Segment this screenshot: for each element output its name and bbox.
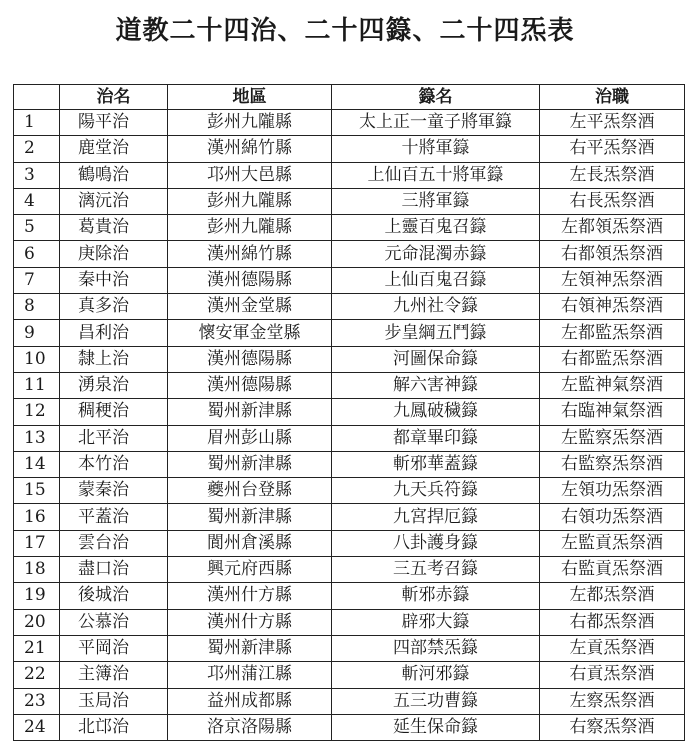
- office-cell: 右都領炁祭酒: [540, 241, 685, 267]
- table-row: [14, 267, 685, 293]
- region-cell: 漢州德陽縣: [168, 372, 332, 398]
- region-cell: 漢州綿竹縣: [168, 136, 332, 162]
- table-row: [14, 530, 685, 556]
- table-row: [14, 162, 685, 188]
- region-cell: 蜀州新津縣: [168, 399, 332, 425]
- parish-name-cell: 稠稉治: [60, 399, 168, 425]
- parish-name-cell: 秦中治: [60, 267, 168, 293]
- row-number-cell: 23: [14, 688, 60, 714]
- table-row: [14, 609, 685, 635]
- header-number: [14, 85, 60, 110]
- table-header: [14, 85, 685, 110]
- register-name-cell: 太上正一童子將軍籙: [332, 110, 540, 136]
- header-region: 地區: [168, 85, 332, 110]
- parish-name-cell: 鹿堂治: [60, 136, 168, 162]
- row-number-cell: 8: [14, 294, 60, 320]
- table-row: [14, 557, 685, 583]
- parish-name-cell: 北平治: [60, 425, 168, 451]
- parish-name-cell: 漓沅治: [60, 188, 168, 214]
- row-number-cell: 7: [14, 267, 60, 293]
- region-cell: 閬州倉溪縣: [168, 530, 332, 556]
- parish-name-cell: 平岡治: [60, 635, 168, 661]
- table-row: [14, 504, 685, 530]
- region-cell: 夔州台登縣: [168, 478, 332, 504]
- parish-name-cell: 昌利治: [60, 320, 168, 346]
- table-row: [14, 294, 685, 320]
- parish-name-cell: 本竹治: [60, 451, 168, 477]
- register-name-cell: 河圖保命籙: [332, 346, 540, 372]
- register-name-cell: 斬邪華蓋籙: [332, 451, 540, 477]
- register-name-cell: 上靈百鬼召籙: [332, 215, 540, 241]
- parish-name-cell: 蒙秦治: [60, 478, 168, 504]
- register-name-cell: 上仙百五十將軍籙: [332, 162, 540, 188]
- parish-name-cell: 真多治: [60, 294, 168, 320]
- parish-name-cell: 後城治: [60, 583, 168, 609]
- office-cell: 左長炁祭酒: [540, 162, 685, 188]
- table-row: [14, 372, 685, 398]
- row-number-cell: 2: [14, 136, 60, 162]
- office-cell: 右領神炁祭酒: [540, 294, 685, 320]
- region-cell: 興元府西縣: [168, 557, 332, 583]
- office-cell: 右長炁祭酒: [540, 188, 685, 214]
- region-cell: 漢州什方縣: [168, 583, 332, 609]
- row-number-cell: 20: [14, 609, 60, 635]
- row-number-cell: 4: [14, 188, 60, 214]
- table-row: [14, 425, 685, 451]
- office-cell: 右貢炁祭酒: [540, 662, 685, 688]
- row-number-cell: 5: [14, 215, 60, 241]
- table-row: [14, 635, 685, 661]
- register-name-cell: 上仙百鬼召籙: [332, 267, 540, 293]
- region-cell: 蜀州新津縣: [168, 504, 332, 530]
- table-row: [14, 136, 685, 162]
- office-cell: 右都監炁祭酒: [540, 346, 685, 372]
- office-cell: 左監察炁祭酒: [540, 425, 685, 451]
- office-cell: 左都監炁祭酒: [540, 320, 685, 346]
- data-table: [13, 84, 685, 741]
- parish-name-cell: 盡口治: [60, 557, 168, 583]
- register-name-cell: 三將軍籙: [332, 188, 540, 214]
- document-title: 道教二十四治、二十四籙、二十四炁表: [115, 16, 575, 46]
- table-row: [14, 688, 685, 714]
- row-number-cell: 17: [14, 530, 60, 556]
- table-row: [14, 110, 685, 136]
- region-cell: 漢州金堂縣: [168, 294, 332, 320]
- register-name-cell: 九天兵符籙: [332, 478, 540, 504]
- office-cell: 左察炁祭酒: [540, 688, 685, 714]
- region-cell: 蜀州新津縣: [168, 635, 332, 661]
- parish-name-cell: 公慕治: [60, 609, 168, 635]
- region-cell: 懷安軍金堂縣: [168, 320, 332, 346]
- office-cell: 右察炁祭酒: [540, 714, 685, 740]
- register-name-cell: 元命混濁赤籙: [332, 241, 540, 267]
- parish-name-cell: 主簿治: [60, 662, 168, 688]
- parish-name-cell: 玉局治: [60, 688, 168, 714]
- row-number-cell: 12: [14, 399, 60, 425]
- row-number-cell: 13: [14, 425, 60, 451]
- region-cell: 眉州彭山縣: [168, 425, 332, 451]
- register-name-cell: 五三功曹籙: [332, 688, 540, 714]
- office-cell: 左監神氣祭酒: [540, 372, 685, 398]
- row-number-cell: 1: [14, 110, 60, 136]
- parish-name-cell: 陽平治: [60, 110, 168, 136]
- register-name-cell: 辟邪大籙: [332, 609, 540, 635]
- region-cell: 蜀州新津縣: [168, 451, 332, 477]
- table-row: [14, 583, 685, 609]
- register-name-cell: 斬邪赤籙: [332, 583, 540, 609]
- register-name-cell: 九鳳破穢籙: [332, 399, 540, 425]
- register-name-cell: 八卦護身籙: [332, 530, 540, 556]
- row-number-cell: 15: [14, 478, 60, 504]
- row-number-cell: 24: [14, 714, 60, 740]
- region-cell: 邛州大邑縣: [168, 162, 332, 188]
- header-register-name: 籙名: [332, 85, 540, 110]
- header-parish-name: 治名: [60, 85, 168, 110]
- row-number-cell: 9: [14, 320, 60, 346]
- office-cell: 右臨神氣祭酒: [540, 399, 685, 425]
- office-cell: 右監察炁祭酒: [540, 451, 685, 477]
- parish-name-cell: 隸上治: [60, 346, 168, 372]
- table-row: [14, 451, 685, 477]
- row-number-cell: 22: [14, 662, 60, 688]
- header-office: 治職: [540, 85, 685, 110]
- office-cell: 左貢炁祭酒: [540, 635, 685, 661]
- region-cell: 漢州德陽縣: [168, 267, 332, 293]
- parish-name-cell: 庚除治: [60, 241, 168, 267]
- office-cell: 右領功炁祭酒: [540, 504, 685, 530]
- region-cell: 彭州九隴縣: [168, 215, 332, 241]
- office-cell: 左領功炁祭酒: [540, 478, 685, 504]
- office-cell: 左都領炁祭酒: [540, 215, 685, 241]
- row-number-cell: 11: [14, 372, 60, 398]
- table-row: [14, 714, 685, 740]
- region-cell: 漢州德陽縣: [168, 346, 332, 372]
- region-cell: 彭州九隴縣: [168, 110, 332, 136]
- parish-name-cell: 平蓋治: [60, 504, 168, 530]
- register-name-cell: 步皇綱五鬥籙: [332, 320, 540, 346]
- table-row: [14, 478, 685, 504]
- register-name-cell: 延生保命籙: [332, 714, 540, 740]
- row-number-cell: 3: [14, 162, 60, 188]
- table-row: [14, 320, 685, 346]
- register-name-cell: 十將軍籙: [332, 136, 540, 162]
- row-number-cell: 14: [14, 451, 60, 477]
- row-number-cell: 16: [14, 504, 60, 530]
- table-row: [14, 346, 685, 372]
- region-cell: 彭州九隴縣: [168, 188, 332, 214]
- table-row: [14, 241, 685, 267]
- office-cell: 左領神炁祭酒: [540, 267, 685, 293]
- register-name-cell: 九宮捍厄籙: [332, 504, 540, 530]
- register-name-cell: 解六害神籙: [332, 372, 540, 398]
- office-cell: 左都炁祭酒: [540, 583, 685, 609]
- region-cell: 洛京洛陽縣: [168, 714, 332, 740]
- header-row: [14, 85, 685, 110]
- parish-name-cell: 雲台治: [60, 530, 168, 556]
- row-number-cell: 18: [14, 557, 60, 583]
- row-number-cell: 19: [14, 583, 60, 609]
- row-number-cell: 21: [14, 635, 60, 661]
- office-cell: 右都炁祭酒: [540, 609, 685, 635]
- region-cell: 漢州綿竹縣: [168, 241, 332, 267]
- register-name-cell: 九州社令籙: [332, 294, 540, 320]
- parish-name-cell: 鶴鳴治: [60, 162, 168, 188]
- register-name-cell: 四部禁炁籙: [332, 635, 540, 661]
- office-cell: 右平炁祭酒: [540, 136, 685, 162]
- region-cell: 邛州蒲江縣: [168, 662, 332, 688]
- table-row: [14, 662, 685, 688]
- office-cell: 左平炁祭酒: [540, 110, 685, 136]
- row-number-cell: 6: [14, 241, 60, 267]
- register-name-cell: 斬河邪籙: [332, 662, 540, 688]
- office-cell: 左監貢炁祭酒: [540, 530, 685, 556]
- register-name-cell: 三五考召籙: [332, 557, 540, 583]
- region-cell: 漢州什方縣: [168, 609, 332, 635]
- row-number-cell: 10: [14, 346, 60, 372]
- table-row: [14, 399, 685, 425]
- table-row: [14, 215, 685, 241]
- register-name-cell: 都章畢印籙: [332, 425, 540, 451]
- table-body: [14, 110, 685, 741]
- parish-name-cell: 葛貴治: [60, 215, 168, 241]
- table-row: [14, 188, 685, 214]
- parish-name-cell: 湧泉治: [60, 372, 168, 398]
- parish-name-cell: 北邙治: [60, 714, 168, 740]
- office-cell: 右監貢炁祭酒: [540, 557, 685, 583]
- region-cell: 益州成都縣: [168, 688, 332, 714]
